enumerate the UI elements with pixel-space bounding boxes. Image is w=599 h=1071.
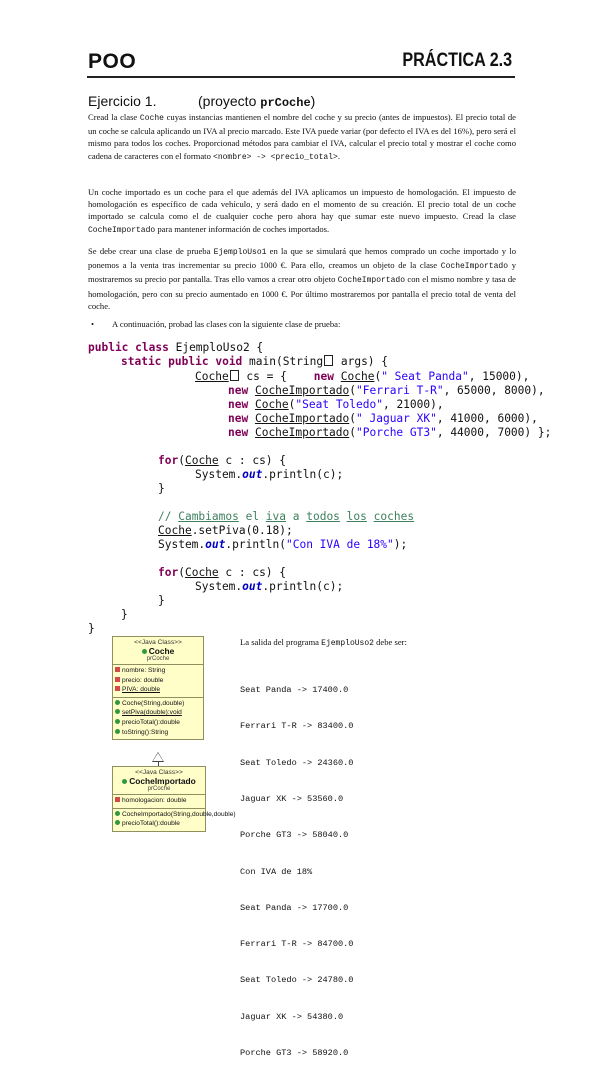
code-line-comment — [158, 510, 414, 524]
uml-importado-fields — [113, 795, 205, 809]
code-line-ferrari — [228, 384, 545, 398]
code-line-for-2 — [158, 566, 286, 580]
out-field: out — [242, 580, 263, 593]
cs-decl: cs = { — [239, 370, 314, 383]
paren: ( — [288, 398, 296, 411]
uml-method-text: Coche(String,double) — [122, 699, 185, 707]
uml-method-text: CocheImportado(String,double,double) — [122, 810, 236, 818]
uml-field-text: homologacion: double — [122, 797, 187, 804]
paren: ( — [349, 384, 357, 397]
code-line-close-1: } — [158, 482, 165, 495]
code-line-close-2: } — [158, 594, 165, 607]
header-title-right: PRÁCTICA 2.3 — [402, 50, 512, 71]
code-line-close-4: } — [88, 622, 95, 635]
paren: ( — [178, 566, 185, 579]
code-line-toledo — [228, 398, 444, 412]
paren: ( — [374, 370, 382, 383]
output-title-text: La salida del programa — [240, 637, 322, 647]
uml-name-text: CocheImportado — [129, 776, 196, 786]
private-static-field-icon — [115, 686, 120, 691]
system: System. — [195, 468, 243, 481]
paren: ( — [178, 454, 185, 467]
p3-text-4: con el mismo nombre y tasa de homologación, pero con su precio aumentado en 1000 €. Por último mostraremos por pantalla el precio total de venta del coche. — [88, 274, 516, 311]
println: .println(c); — [262, 580, 344, 593]
system: System. — [158, 538, 206, 551]
uml-name-text: Coche — [148, 646, 175, 656]
kw-new: new — [228, 426, 249, 439]
uml-field-text: precio: double — [122, 676, 164, 684]
comment-space — [340, 510, 347, 523]
kw-public-2: public — [168, 355, 209, 368]
code-line-array-decl — [195, 370, 529, 384]
type-coche: Coche — [340, 370, 375, 383]
uml-coche-methods — [113, 698, 203, 739]
output-listing — [240, 660, 353, 1071]
constructor-icon — [115, 700, 120, 705]
for-body: c : cs) { — [218, 566, 287, 579]
output-line: Porche GT3 -> 58040.0 — [240, 830, 349, 841]
paragraph-2 — [88, 186, 516, 237]
private-field-icon — [115, 797, 120, 802]
class-icon — [122, 779, 127, 784]
uml-method-text: setPiva(double):void — [122, 709, 182, 717]
kw-new: new — [228, 398, 249, 411]
p1-text-1: Cread la clase — [88, 112, 140, 122]
output-line: Jaguar XK -> 53560.0 — [240, 794, 344, 805]
code-line-for-1 — [158, 454, 286, 468]
comment-space — [367, 510, 374, 523]
class-name: EjemploUso2 { — [168, 341, 264, 354]
type-coche: Coche — [184, 454, 219, 467]
kw-new: new — [313, 370, 334, 383]
system: System. — [195, 580, 243, 593]
code-line-println-iva — [158, 538, 407, 552]
args: , 41000, 6000), — [436, 412, 538, 425]
header-title-left: POO — [88, 50, 137, 73]
args: , 21000), — [382, 398, 444, 411]
public-method-icon — [115, 820, 120, 825]
bullet-text: A continuación, probad las clases con la siguiente clase de prueba: — [112, 319, 341, 329]
setpiva-call: .setPiva(0.18); — [191, 524, 293, 537]
public-method-icon — [115, 729, 120, 734]
kw-public: public — [88, 341, 129, 354]
project-prefix: (proyecto — [198, 93, 261, 109]
constructor-icon — [115, 811, 120, 816]
code-line-println-2 — [195, 580, 343, 594]
output-title — [240, 637, 407, 648]
output-line: Ferrari T-R -> 84700.0 — [240, 939, 354, 950]
kw-for: for — [158, 566, 179, 579]
project-name: prCoche — [260, 96, 311, 110]
string-literal: " Jaguar XK" — [356, 412, 437, 425]
paren: ( — [349, 426, 357, 439]
uml-coche-fields — [113, 665, 203, 698]
paren-close: ); — [393, 538, 408, 551]
main-args: args) { — [334, 355, 389, 368]
private-field-icon — [115, 667, 120, 672]
type-cocheimportado: CocheImportado — [254, 412, 350, 425]
out-field: out — [205, 538, 226, 551]
uml-stereotype: <<Java Class>> — [135, 769, 183, 776]
comment-word: los — [346, 510, 367, 523]
array-brackets-icon — [230, 370, 239, 381]
p3-code-3: CocheImportado — [337, 276, 406, 286]
p1-code-1: Coche — [139, 114, 164, 123]
uml-method — [115, 699, 201, 709]
code-line-main — [121, 355, 388, 369]
output-title-text-2: debe ser: — [373, 637, 407, 647]
p2-code-1: CocheImportado — [88, 225, 156, 235]
uml-method — [115, 718, 201, 728]
class-icon — [142, 649, 147, 654]
comment-word: Cambiamos — [178, 510, 239, 523]
p3-text-3: y mostraremos su precio por pantalla. Tras ello vamos a crear otro objeto — [88, 260, 517, 285]
args: , 44000, 7000) }; — [436, 426, 552, 439]
private-field-icon — [115, 677, 120, 682]
code-line-jaguar — [228, 412, 538, 426]
p1-code-2: <nombre> -> <precio_total> — [213, 152, 338, 162]
exercise-project — [198, 93, 315, 110]
comment-word: a — [286, 510, 307, 523]
output-line: Porche GT3 -> 58920.0 — [240, 1048, 349, 1058]
uml-method-text: precioTotal():double — [122, 718, 180, 726]
uml-field — [115, 685, 201, 695]
kw-new: new — [228, 412, 249, 425]
output-title-code: EjemploUso2 — [321, 639, 374, 648]
uml-class-name — [113, 646, 203, 656]
paragraph-1 — [88, 111, 516, 164]
project-suffix: ) — [310, 93, 316, 109]
uml-method — [115, 728, 201, 738]
p2-text-2: para mantener información de coches importados. — [155, 223, 330, 234]
paragraph-3 — [88, 245, 516, 312]
for-body: c : cs) { — [218, 454, 287, 467]
uml-field-text: nombre: String — [122, 667, 166, 674]
uml-importado-methods — [113, 809, 236, 831]
type-coche: Coche — [158, 524, 192, 537]
kw-for: for — [158, 454, 179, 467]
output-line: Seat Panda -> 17700.0 — [240, 902, 349, 913]
type-cocheimportado: CocheImportado — [254, 426, 350, 439]
out-field: out — [242, 468, 263, 481]
exercise-number: Ejercicio 1. — [88, 93, 157, 109]
kw-static: static — [121, 355, 162, 368]
p1-text-2: cuyas instancias mantienen el nombre del coche y su precio (antes de impuestos). El precio total de un coche se calcula aplicando un IVA al precio marcado. Este IVA puede variar (por defecto el IVA es del 16%), pero será el mismo para todos los coches. Proporcionad métodos para cambiar el IVA, calcular el precio total y mostrar el coche como cadena de caracteres con el formato — [88, 112, 516, 161]
uml-package: prCoche — [147, 786, 171, 792]
uml-class-coche — [112, 636, 204, 740]
comment-word: el — [238, 510, 266, 523]
uml-method-text: toString():String — [122, 728, 169, 736]
static-method-icon — [115, 709, 120, 714]
output-line: Seat Toledo -> 24360.0 — [240, 757, 354, 768]
code-line-close-3: } — [121, 608, 128, 621]
paren: ( — [349, 412, 357, 425]
kw-class: class — [135, 341, 169, 354]
p2-text-1: Un coche importado es un coche para el que además del IVA aplicamos un impuesto de homologación. El impuesto de homologación es específico de cada vehículo, y será dado en el momento de su creación. El precio total de un coche importado se calcula como el de cualquier coche pero ahora hay que sumar este nuevo impuesto. Cread la clase — [88, 187, 516, 222]
type-coche: Coche — [254, 398, 289, 411]
inheritance-arrow-fill — [153, 753, 163, 761]
uml-stereotype: <<Java Class>> — [134, 639, 182, 646]
array-brackets-icon — [324, 355, 333, 366]
code-line-setpiva — [158, 524, 293, 538]
output-line: Con IVA de 18% — [240, 866, 313, 877]
uml-field — [115, 676, 201, 686]
uml-method — [115, 819, 203, 829]
p1-text-3: . — [337, 150, 340, 161]
code-line-println-1 — [195, 468, 343, 482]
p3-text-1: Se debe crear una clase de prueba — [88, 246, 214, 256]
main-signature: main(String — [242, 355, 324, 368]
args: , 65000, 8000), — [443, 384, 545, 397]
uml-method-text: precioTotal():double — [122, 820, 180, 828]
type-cocheimportado: CocheImportado — [254, 384, 350, 397]
code-line-class — [88, 341, 263, 355]
string-literal: "Ferrari T-R" — [356, 384, 444, 397]
comment-word: coches — [373, 510, 415, 523]
public-method-icon — [115, 719, 120, 724]
output-line: Seat Panda -> 17400.0 — [240, 685, 349, 696]
p3-code-1: EjemploUso1 — [213, 248, 267, 257]
output-line: Jaguar XK -> 54380.0 — [240, 1011, 344, 1022]
string-literal: "Porche GT3" — [356, 426, 437, 439]
uml-class-cocheimportado — [112, 766, 236, 832]
bullet-mark: • — [91, 319, 95, 329]
type-coche: Coche — [195, 370, 229, 383]
uml-class-name — [113, 776, 205, 786]
uml-coche-header — [113, 637, 203, 665]
output-line: Ferrari T-R -> 83400.0 — [240, 721, 354, 732]
p3-code-2: CocheImportado — [440, 262, 509, 272]
uml-importado-header — [113, 767, 205, 795]
string-literal: "Seat Toledo" — [295, 398, 383, 411]
string-literal: " Seat Panda" — [381, 370, 469, 383]
args: , 15000), — [468, 370, 530, 383]
kw-new: new — [228, 384, 249, 397]
uml-field-text: PIVA: double — [122, 686, 161, 694]
uml-method — [115, 810, 236, 820]
comment-word: todos — [306, 510, 340, 523]
exercise-title — [88, 93, 316, 110]
kw-void: void — [215, 355, 243, 368]
uml-package: prCoche — [146, 656, 170, 662]
uml-method — [115, 708, 201, 718]
comment-prefix: // — [158, 510, 179, 523]
p3-text-2: en la que se simulará que hemos comprado un coche importado y lo ponemos a la venta tras incrementar su precio 1000 €. Para ello, creamos un objeto de la clase — [88, 246, 516, 271]
uml-field — [115, 666, 201, 676]
code-line-porche — [228, 426, 551, 440]
type-coche: Coche — [184, 566, 219, 579]
println: .println( — [225, 538, 286, 551]
println: .println(c); — [262, 468, 344, 481]
output-line: Seat Toledo -> 24780.0 — [240, 975, 354, 986]
uml-field — [115, 796, 203, 806]
header-rule — [87, 76, 515, 78]
string-literal: "Con IVA de 18%" — [286, 538, 394, 551]
comment-word: iva — [265, 510, 287, 523]
